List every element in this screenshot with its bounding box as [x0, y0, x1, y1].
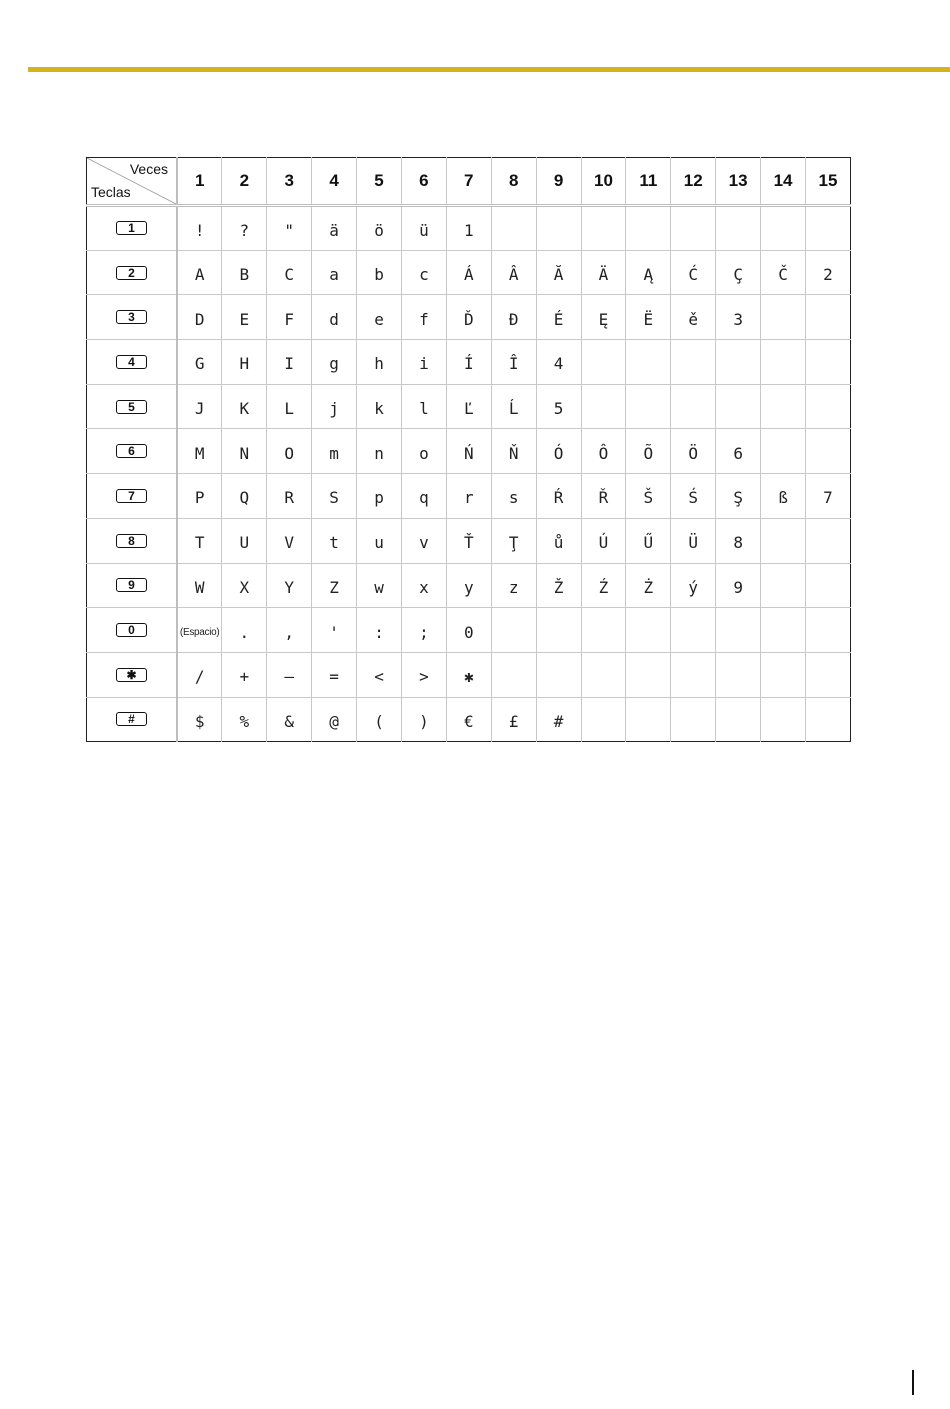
character-cell: 6: [716, 429, 761, 474]
character-cell: Ź: [581, 563, 626, 608]
press-count-header: 8: [491, 158, 536, 206]
character-cell: Ç: [716, 250, 761, 295]
character-cell: h: [357, 340, 402, 385]
key-cell: [87, 250, 178, 295]
dial-key-icon: 9: [116, 578, 147, 592]
dial-key-icon: 1: [116, 221, 147, 235]
press-count-header: 12: [671, 158, 716, 206]
character-cell: Č: [761, 250, 806, 295]
dial-key-icon: 8: [116, 534, 147, 548]
character-cell: [761, 384, 806, 429]
character-cell: Š: [626, 474, 671, 519]
character-cell: [761, 340, 806, 385]
table-row: [87, 295, 851, 340]
character-cell: Â: [491, 250, 536, 295]
character-cell: N: [222, 429, 267, 474]
character-cell: k: [357, 384, 402, 429]
character-cell: [671, 206, 716, 251]
character-cell: (Espacio): [177, 608, 222, 653]
character-cell: ✱: [446, 652, 491, 697]
character-cell: Ĺ: [491, 384, 536, 429]
character-cell: ä: [312, 206, 357, 251]
character-cell: (: [357, 697, 402, 742]
character-cell: [716, 652, 761, 697]
character-cell: K: [222, 384, 267, 429]
character-cell: <: [357, 652, 402, 697]
character-cell: Ŕ: [536, 474, 581, 519]
character-cell: Ľ: [446, 384, 491, 429]
character-cell: Õ: [626, 429, 671, 474]
character-cell: [805, 697, 850, 742]
character-cell: x: [401, 563, 446, 608]
character-cell: ;: [401, 608, 446, 653]
character-cell: T: [177, 518, 222, 563]
press-count-header: 11: [626, 158, 671, 206]
key-cell: [87, 206, 178, 251]
character-cell: [671, 697, 716, 742]
character-cell: ,: [267, 608, 312, 653]
character-cell: 7: [805, 474, 850, 519]
character-cell: [716, 608, 761, 653]
character-cell: B: [222, 250, 267, 295]
dial-key-icon: 6: [116, 444, 147, 458]
character-cell: [626, 652, 671, 697]
header-rule: [28, 67, 950, 72]
press-count-header: 13: [716, 158, 761, 206]
character-cell: 2: [805, 250, 850, 295]
character-cell: [805, 608, 850, 653]
character-cell: %: [222, 697, 267, 742]
character-cell: e: [357, 295, 402, 340]
table-row: [87, 474, 851, 519]
character-cell: I: [267, 340, 312, 385]
character-cell: [536, 652, 581, 697]
character-cell: [761, 608, 806, 653]
character-cell: [626, 608, 671, 653]
character-cell: P: [177, 474, 222, 519]
character-cell: D: [177, 295, 222, 340]
character-cell: X: [222, 563, 267, 608]
character-cell: [761, 429, 806, 474]
character-cell: s: [491, 474, 536, 519]
character-cell: C: [267, 250, 312, 295]
character-cell: [671, 652, 716, 697]
character-cell: Ś: [671, 474, 716, 519]
character-cell: [761, 206, 806, 251]
dial-key-icon: 5: [116, 400, 147, 414]
press-count-header: 5: [357, 158, 402, 206]
character-cell: Đ: [491, 295, 536, 340]
character-cell: [805, 652, 850, 697]
page-edge-mark: [912, 1370, 914, 1395]
corner-label-teclas: Teclas: [91, 184, 131, 200]
character-cell: [491, 206, 536, 251]
character-cell: 9: [716, 563, 761, 608]
character-cell: p: [357, 474, 402, 519]
character-cell: U: [222, 518, 267, 563]
character-cell: @: [312, 697, 357, 742]
character-cell: G: [177, 340, 222, 385]
character-cell: Ą: [626, 250, 671, 295]
character-cell: [491, 608, 536, 653]
press-count-header: 9: [536, 158, 581, 206]
character-cell: [761, 563, 806, 608]
character-cell: Z: [312, 563, 357, 608]
character-cell: É: [536, 295, 581, 340]
character-cell: 3: [716, 295, 761, 340]
key-cell: [87, 474, 178, 519]
table-row: [87, 250, 851, 295]
character-cell: Ă: [536, 250, 581, 295]
character-cell: H: [222, 340, 267, 385]
character-cell: .: [222, 608, 267, 653]
dial-key-icon: 2: [116, 266, 147, 280]
character-cell: y: [446, 563, 491, 608]
character-cell: €: [446, 697, 491, 742]
character-cell: [581, 340, 626, 385]
character-cell: Y: [267, 563, 312, 608]
table-row: [87, 384, 851, 429]
character-cell: ü: [401, 206, 446, 251]
character-cell: ý: [671, 563, 716, 608]
character-cell: =: [312, 652, 357, 697]
character-cell: >: [401, 652, 446, 697]
character-cell: [581, 384, 626, 429]
table-row: [87, 563, 851, 608]
character-cell: [761, 518, 806, 563]
character-cell: Ű: [626, 518, 671, 563]
character-cell: J: [177, 384, 222, 429]
character-cell: [716, 340, 761, 385]
character-cell: ß: [761, 474, 806, 519]
character-cell: [626, 384, 671, 429]
table-body: [87, 206, 851, 742]
table-row: [87, 206, 851, 251]
character-cell: A: [177, 250, 222, 295]
key-cell: [87, 340, 178, 385]
character-cell: 1: [446, 206, 491, 251]
character-cell: 8: [716, 518, 761, 563]
table-row: [87, 652, 851, 697]
character-cell: Î: [491, 340, 536, 385]
character-cell: [805, 384, 850, 429]
character-cell: Ë: [626, 295, 671, 340]
character-cell: [716, 697, 761, 742]
character-cell: R: [267, 474, 312, 519]
character-cell: [491, 652, 536, 697]
character-cell: Ň: [491, 429, 536, 474]
dial-key-icon: #: [116, 712, 147, 726]
character-cell: [716, 384, 761, 429]
character-cell: Ö: [671, 429, 716, 474]
character-cell: [671, 608, 716, 653]
character-cell: ': [312, 608, 357, 653]
character-cell: Ę: [581, 295, 626, 340]
press-count-header: 10: [581, 158, 626, 206]
character-cell: a: [312, 250, 357, 295]
character-cell: [581, 206, 626, 251]
press-count-header: 2: [222, 158, 267, 206]
character-cell: w: [357, 563, 402, 608]
character-cell: [805, 518, 850, 563]
character-cell: O: [267, 429, 312, 474]
character-cell: ů: [536, 518, 581, 563]
character-cell: ě: [671, 295, 716, 340]
character-entry-table: [86, 157, 851, 742]
key-cell: [87, 563, 178, 608]
dial-key-icon: 7: [116, 489, 147, 503]
character-cell: [761, 697, 806, 742]
dial-key-icon: 4: [116, 355, 147, 369]
table-row: [87, 340, 851, 385]
table-row: [87, 608, 851, 653]
character-cell: Ć: [671, 250, 716, 295]
press-count-header: 6: [401, 158, 446, 206]
key-cell: [87, 652, 178, 697]
character-cell: #: [536, 697, 581, 742]
character-cell: V: [267, 518, 312, 563]
table-row: [87, 518, 851, 563]
character-cell: Ş: [716, 474, 761, 519]
character-cell: Q: [222, 474, 267, 519]
character-cell: g: [312, 340, 357, 385]
character-cell: Ţ: [491, 518, 536, 563]
press-count-header: 1: [177, 158, 222, 206]
character-cell: M: [177, 429, 222, 474]
character-cell: 4: [536, 340, 581, 385]
character-cell: Ď: [446, 295, 491, 340]
character-cell: i: [401, 340, 446, 385]
character-cell: m: [312, 429, 357, 474]
character-cell: [805, 563, 850, 608]
character-cell: [671, 384, 716, 429]
character-cell: [805, 429, 850, 474]
dial-key-icon: 3: [116, 310, 147, 324]
character-cell: S: [312, 474, 357, 519]
character-cell: f: [401, 295, 446, 340]
character-cell: t: [312, 518, 357, 563]
character-cell: Ť: [446, 518, 491, 563]
table-row: [87, 429, 851, 474]
character-cell: l: [401, 384, 446, 429]
character-cell: [626, 697, 671, 742]
character-cell: [536, 206, 581, 251]
character-cell: /: [177, 652, 222, 697]
character-cell: Í: [446, 340, 491, 385]
table-header-row: [87, 158, 851, 206]
character-cell: [761, 652, 806, 697]
key-cell: [87, 697, 178, 742]
character-cell: ö: [357, 206, 402, 251]
character-cell: [581, 608, 626, 653]
character-cell: Ž: [536, 563, 581, 608]
character-cell: Á: [446, 250, 491, 295]
character-cell: :: [357, 608, 402, 653]
character-cell: E: [222, 295, 267, 340]
press-count-header: 3: [267, 158, 312, 206]
character-cell: Ó: [536, 429, 581, 474]
character-cell: [626, 206, 671, 251]
character-cell: o: [401, 429, 446, 474]
character-cell: £: [491, 697, 536, 742]
character-cell: L: [267, 384, 312, 429]
character-cell: [761, 295, 806, 340]
character-cell: [581, 652, 626, 697]
character-cell: ": [267, 206, 312, 251]
table-corner-header: [87, 158, 178, 206]
character-cell: [805, 295, 850, 340]
character-cell: F: [267, 295, 312, 340]
character-cell: Ô: [581, 429, 626, 474]
dial-key-icon: 0: [116, 623, 147, 637]
table-row: [87, 697, 851, 742]
character-cell: !: [177, 206, 222, 251]
character-cell: [805, 340, 850, 385]
character-cell: ?: [222, 206, 267, 251]
press-count-header: 4: [312, 158, 357, 206]
character-cell: n: [357, 429, 402, 474]
character-cell: Ř: [581, 474, 626, 519]
character-cell: +: [222, 652, 267, 697]
character-cell: ): [401, 697, 446, 742]
character-cell: —: [267, 652, 312, 697]
press-count-header: 15: [805, 158, 850, 206]
character-cell: [716, 206, 761, 251]
corner-label-veces: Veces: [129, 161, 168, 177]
character-cell: [536, 608, 581, 653]
character-cell: Ü: [671, 518, 716, 563]
character-cell: Ż: [626, 563, 671, 608]
key-cell: [87, 608, 178, 653]
character-cell: u: [357, 518, 402, 563]
key-cell: [87, 384, 178, 429]
character-cell: 0: [446, 608, 491, 653]
character-cell: r: [446, 474, 491, 519]
character-cell: [581, 697, 626, 742]
character-cell: q: [401, 474, 446, 519]
character-cell: d: [312, 295, 357, 340]
character-cell: Ä: [581, 250, 626, 295]
character-cell: c: [401, 250, 446, 295]
key-cell: [87, 429, 178, 474]
character-cell: Ú: [581, 518, 626, 563]
character-cell: b: [357, 250, 402, 295]
character-cell: $: [177, 697, 222, 742]
character-cell: W: [177, 563, 222, 608]
key-cell: [87, 295, 178, 340]
key-cell: [87, 518, 178, 563]
character-cell: &: [267, 697, 312, 742]
character-cell: [671, 340, 716, 385]
character-cell: v: [401, 518, 446, 563]
character-cell: z: [491, 563, 536, 608]
character-cell: j: [312, 384, 357, 429]
character-cell: Ń: [446, 429, 491, 474]
character-cell: [805, 206, 850, 251]
character-cell: [626, 340, 671, 385]
character-cell: 5: [536, 384, 581, 429]
dial-key-icon: ✱: [116, 668, 147, 682]
press-count-header: 7: [446, 158, 491, 206]
press-count-header: 14: [761, 158, 806, 206]
